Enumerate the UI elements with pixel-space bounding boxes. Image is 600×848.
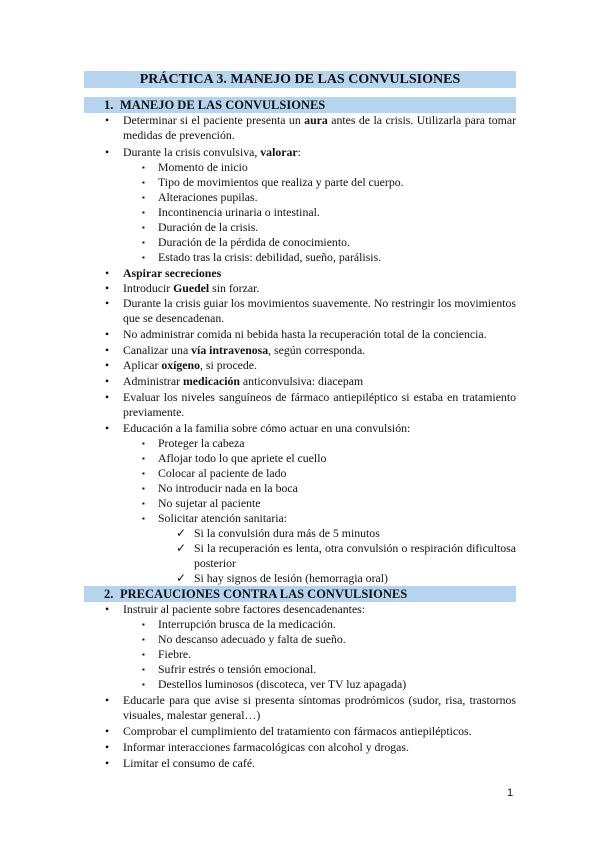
- list-item: • Limitar el consumo de café.: [105, 756, 256, 770]
- sub-list-item: ▪ Colocar al paciente de lado: [142, 466, 287, 480]
- sub-list-item: ▪ Sufrir estrés o tensión emocional.: [142, 662, 317, 676]
- list-item: • No administrar comida ni bebida hasta la recuperación total de la conciencia.: [105, 327, 487, 341]
- check-list-item: ✓ Si la convulsión dura más de 5 minutos: [176, 526, 380, 540]
- list-item: • Educación a la familia sobre cómo actuar en una convulsión:: [105, 421, 411, 435]
- list-item: • Durante la crisis convulsiva, valorar:: [105, 145, 301, 159]
- list-item: • Aplicar oxígeno, si procede.: [105, 358, 257, 372]
- bullet-icon: •: [105, 421, 110, 435]
- list-item: • Determinar si el paciente presenta un aura antes de la crisis. Utilizarla para tomar medidas de prevención.: [105, 113, 516, 143]
- square-bullet-icon: ▪: [142, 665, 145, 674]
- square-bullet-icon: ▪: [142, 484, 145, 493]
- bullet-icon: •: [105, 327, 110, 341]
- list-item: • Introducir Guedel sin forzar.: [105, 281, 260, 295]
- sub-list-item: ▪ Duración de la pérdida de conocimiento.: [142, 235, 350, 249]
- sub-list-item: ▪ Solicitar atención sanitaria:: [142, 511, 288, 525]
- square-bullet-icon: ▪: [142, 253, 145, 262]
- list-item: • Informar interacciones farmacológicas con alcohol y drogas.: [105, 740, 409, 754]
- sub-list-item: ▪ Duración de la crisis.: [142, 220, 259, 234]
- square-bullet-icon: ▪: [142, 439, 145, 448]
- sub-list-item: ▪ Incontinencia urinaria o intestinal.: [142, 205, 320, 219]
- list-item: • Aspirar secreciones: [105, 266, 222, 280]
- bullet-icon: •: [105, 343, 110, 357]
- bullet-icon: •: [105, 281, 110, 295]
- sub-list-item: ▪ No descanso adecuado y falta de sueño.: [142, 632, 346, 646]
- sub-list-item: ▪ Estado tras la crisis: debilidad, sueño, parálisis.: [142, 250, 382, 264]
- sub-list-item: ▪ Aflojar todo lo que apriete el cuello: [142, 451, 327, 465]
- bullet-icon: •: [105, 266, 110, 280]
- check-icon: ✓: [176, 541, 186, 555]
- bullet-icon: •: [105, 390, 110, 404]
- square-bullet-icon: ▪: [142, 178, 145, 187]
- square-bullet-icon: ▪: [142, 193, 145, 202]
- square-bullet-icon: ▪: [142, 680, 145, 689]
- sub-list-item: ▪ Proteger la cabeza: [142, 436, 245, 450]
- sub-list-item: ▪ Momento de inicio: [142, 160, 248, 174]
- bullet-icon: •: [105, 145, 110, 159]
- bullet-icon: •: [105, 113, 110, 127]
- sub-list-item: ▪ Alteraciones pupilas.: [142, 190, 258, 204]
- bullet-icon: •: [105, 602, 110, 616]
- check-icon: ✓: [176, 526, 186, 540]
- section-heading-1: [84, 97, 516, 113]
- square-bullet-icon: ▪: [142, 635, 145, 644]
- check-icon: ✓: [176, 571, 186, 585]
- square-bullet-icon: ▪: [142, 223, 145, 232]
- list-item: • Instruir al paciente sobre factores desencadenantes:: [105, 602, 366, 616]
- bullet-icon: •: [105, 374, 110, 388]
- square-bullet-icon: ▪: [142, 650, 145, 659]
- sub-list-item: ▪ Fiebre.: [142, 647, 192, 661]
- square-bullet-icon: ▪: [142, 163, 145, 172]
- bullet-icon: •: [105, 756, 110, 770]
- list-item: • Comprobar el cumplimiento del tratamiento con fármacos antiepilépticos.: [105, 724, 472, 738]
- bullet-icon: •: [105, 693, 110, 707]
- sub-list-item: ▪ Interrupción brusca de la medicación.: [142, 617, 336, 631]
- bullet-icon: •: [105, 296, 110, 310]
- list-item: • Evaluar los niveles sanguíneos de fármaco antiepiléptico si estaba en tratamiento previamente.: [105, 390, 516, 420]
- section-number: 1.: [104, 98, 114, 112]
- square-bullet-icon: ▪: [142, 469, 145, 478]
- square-bullet-icon: ▪: [142, 208, 145, 217]
- square-bullet-icon: ▪: [142, 620, 145, 629]
- list-item: • Canalizar una vía intravenosa, según corresponda.: [105, 343, 366, 357]
- sub-list-item: ▪ Tipo de movimientos que realiza y parte del cuerpo.: [142, 175, 404, 189]
- square-bullet-icon: ▪: [142, 514, 145, 523]
- sub-list-item: ▪ No introducir nada en la boca: [142, 481, 298, 495]
- page-number: 1: [507, 787, 514, 799]
- list-item: • Durante la crisis guiar los movimientos suavemente. No restringir los movimientos que se desencadenan.: [105, 296, 516, 326]
- sub-list-item: ▪ No sujetar al paciente: [142, 496, 261, 510]
- square-bullet-icon: ▪: [142, 238, 145, 247]
- document-title: PRÁCTICA 3. MANEJO DE LAS CONVULSIONES: [84, 71, 516, 88]
- section-number: 2.: [104, 587, 114, 601]
- list-item: • Educarle para que avise si presenta síntomas prodrómicos (sudor, risa, trastornos visuales, malestar general…): [105, 693, 516, 723]
- square-bullet-icon: ▪: [142, 454, 145, 463]
- section-title: MANEJO DE LAS CONVULSIONES: [120, 98, 326, 112]
- square-bullet-icon: ▪: [142, 499, 145, 508]
- check-list-item: ✓ Si hay signos de lesión (hemorragia oral): [176, 571, 388, 585]
- list-item: • Administrar medicación anticonvulsiva: diacepam: [105, 374, 364, 388]
- check-list-item: ✓ Si la recuperación es lenta, otra convulsión o respiración dificultosa posterior: [176, 541, 516, 571]
- bullet-icon: •: [105, 740, 110, 754]
- bullet-icon: •: [105, 724, 110, 738]
- bullet-icon: •: [105, 358, 110, 372]
- sub-list-item: ▪ Destellos luminosos (discoteca, ver TV luz apagada): [142, 677, 407, 691]
- section-title: PRECAUCIONES CONTRA LAS CONVULSIONES: [120, 587, 408, 601]
- section-heading-2: [84, 586, 516, 602]
